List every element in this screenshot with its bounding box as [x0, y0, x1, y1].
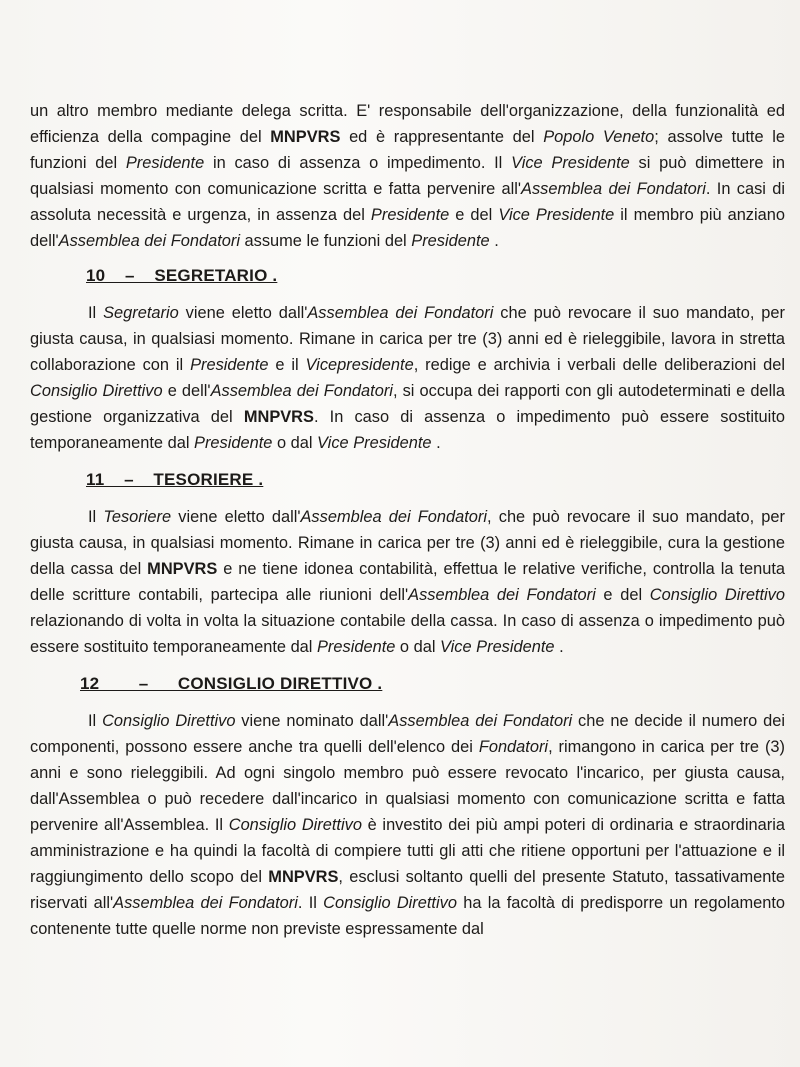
paragraph-segretario: Il Segretario viene eletto dall'Assemblea dei Fondatori che può revocare il suo mandato, per giusta causa, in qualsiasi momento. Rimane in carica per tre (3) anni ed è rieleggibile, lavora in stretta collaborazione con il Presidente e il Vicepresidente, redige e archivia i verbali delle deliberazioni del Consiglio Direttivo e dell'Assemblea dei Fondatori, si occupa dei rapporti con gli autodeterminati e della gestione organizzativa del MNPVRS. In caso di assenza o impedimento può essere sostituito temporaneamente dal Presidente o dal Vice Presidente . — [30, 304, 785, 452]
section-heading-segretario: 10 – SEGRETARIO . — [86, 266, 278, 285]
section-heading-tesoriere: 11 – TESORIERE . — [86, 470, 264, 489]
paragraph-tesoriere: Il Tesoriere viene eletto dall'Assemblea dei Fondatori, che può revocare il suo mandato, per giusta causa, in qualsiasi momento. Rimane in carica per tre (3) anni ed è rieleggibile, cura la gestione della cassa del MNPVRS e ne tiene idonea contabilità, effettua le relative verifiche, controlla la tenuta delle scritture contabili, partecipa alle riunioni dell'Assemblea dei Fondatori e del Consiglio Direttivo relazionando di volta in volta la situazione contabile della cassa. In caso di assenza o impedimento può essere sostituito temporaneamente dal Presidente o dal Vice Presidente . — [30, 508, 785, 656]
document-body — [30, 98, 785, 942]
section-heading-consiglio-direttivo: 12 – CONSIGLIO DIRETTIVO . — [80, 674, 383, 693]
paragraph-consiglio-direttivo: Il Consiglio Direttivo viene nominato dall'Assemblea dei Fondatori che ne decide il numero dei componenti, possono essere anche tra quelli dell'elenco dei Fondatori, rimangono in carica per tre (3) anni e sono rieleggibili. Ad ogni singolo membro può essere revocato l'incarico, per giusta causa, dall'Assemblea o può recedere dall'incarico in qualsiasi momento con comunicazione scritta e fatta pervenire all'Assemblea. Il Consiglio Direttivo è investito dei più ampi poteri di ordinaria e straordinaria amministrazione e ha quindi la facoltà di compiere tutti gli atti che ritiene opportuni per l'attuazione e il raggiungimento dello scopo del MNPVRS, esclusi soltanto quelli del presente Statuto, tassativamente riservati all'Assemblea dei Fondatori. Il Consiglio Direttivo ha la facoltà di predisporre un regolamento contenente tutte quelle norme non previste espressamente dal — [30, 712, 786, 938]
paragraph-vice-president-duties: un altro membro mediante delega scritta. E' responsabile dell'organizzazione, della funzionalità ed efficienza della compagine del MNPVRS ed è rappresentante del Popolo Veneto; assolve tutte le funzioni del Presidente in caso di assenza o impedimento. Il Vice Presidente si può dimettere in qualsiasi momento con comunicazione scritta e fatta pervenire all'Assemblea dei Fondatori. In casi di assoluta necessità e urgenza, in assenza del Presidente e del Vice Presidente il membro più anziano dell'Assemblea dei Fondatori assume le funzioni del Presidente . — [30, 102, 786, 250]
